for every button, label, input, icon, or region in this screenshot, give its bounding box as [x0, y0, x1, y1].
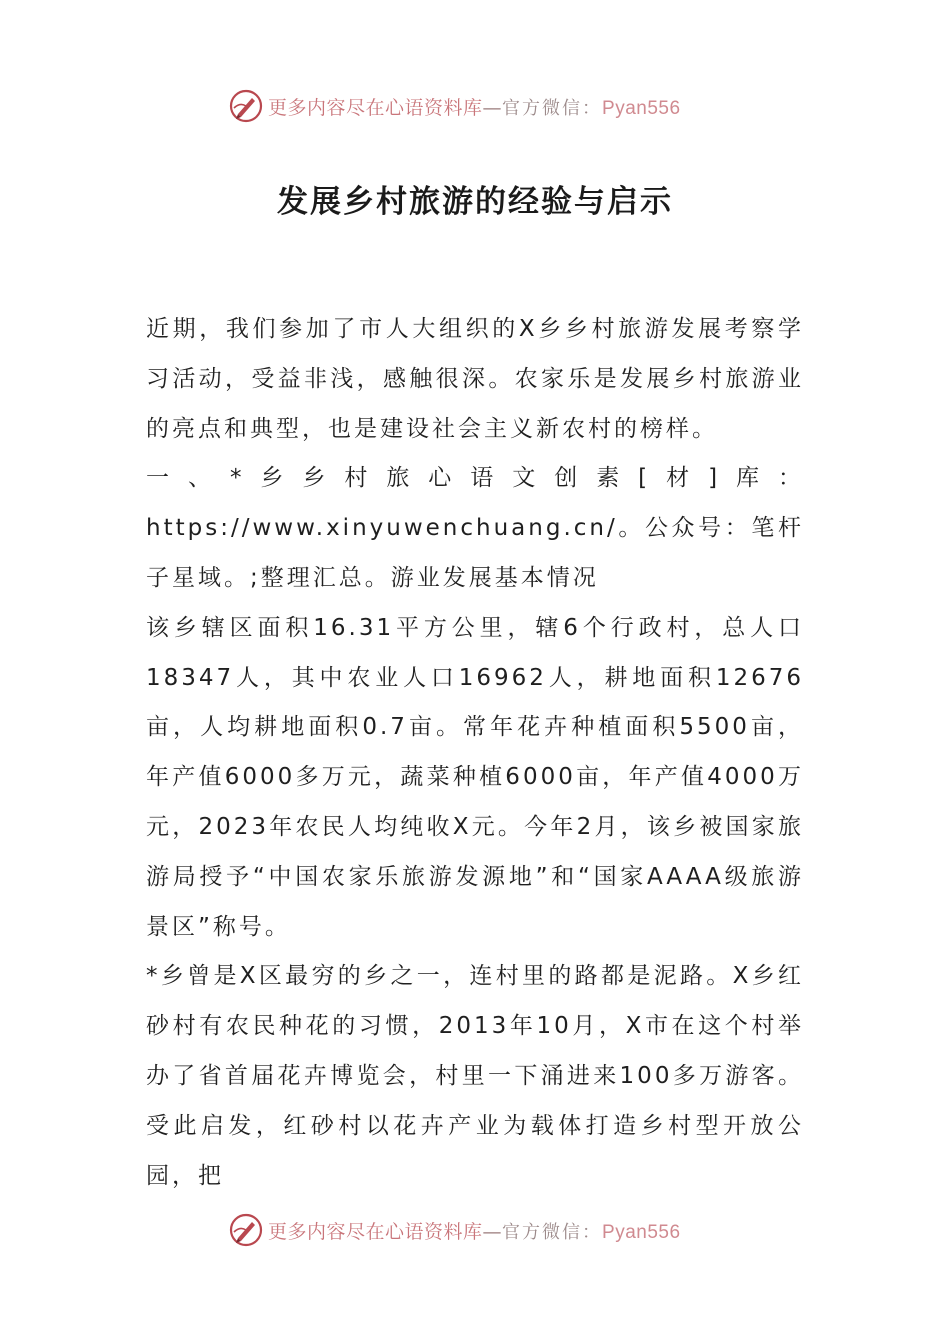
footer-wechat-id: Pyan556 — [602, 1221, 681, 1243]
header-banner — [0, 84, 950, 128]
paragraph-section-heading: 一、*乡乡村旅心语文创素[材]库：https://www.xinyuwenchuang.cn/。公众号：笔杆子星域。;整理汇总。游业发展基本情况 — [146, 465, 804, 591]
footer-site-text: 更多内容尽在心语资料库 — [268, 1220, 483, 1243]
paragraph-statistics: 该乡辖区面积16.31平方公里，辖6个行政村，总人口18347人，其中农业人口16962人，耕地面积12676亩，人均耕地面积0.7亩。常年花卉种植面积5500亩，年产值6000多万元，蔬菜种植6000亩，年产值4000万元，2023年农民人均纯收X元。今年2月，该乡被国家旅游局授予“中国农家乐旅游发源地”和“国家AAAA级旅游景区”称号。 — [146, 614, 804, 940]
pen-logo-icon — [228, 1212, 264, 1248]
banner-site-text: 更多内容尽在心语资料库 — [268, 96, 483, 119]
document-body — [146, 305, 804, 1201]
footer-separator: — — [482, 1220, 503, 1243]
paragraph-intro: 近期，我们参加了市人大组织的X乡乡村旅游发展考察学习活动，受益非浅，感触很深。农家乐是发展乡村旅游业的亮点和典型，也是建设社会主义新农村的榜样。 — [146, 316, 804, 442]
banner-separator: — — [482, 96, 503, 119]
paragraph-history: *乡曾是X区最穷的乡之一，连村里的路都是泥路。X乡红砂村有农民种花的习惯，2013年10月，X市在这个村举办了省首届花卉博览会，村里一下涌进来100多万游客。受此启发，红砂村以花卉产业为载体打造乡村型开放公园，把 — [146, 963, 804, 1189]
pen-logo-icon — [228, 88, 264, 124]
banner-wechat-id: Pyan556 — [602, 97, 681, 119]
footer-wechat-label: 官方微信： — [502, 1221, 603, 1243]
banner-wechat-label: 官方微信： — [502, 97, 603, 119]
document-title: 发展乡村旅游的经验与启示 — [277, 184, 673, 220]
footer-banner — [0, 1208, 950, 1252]
